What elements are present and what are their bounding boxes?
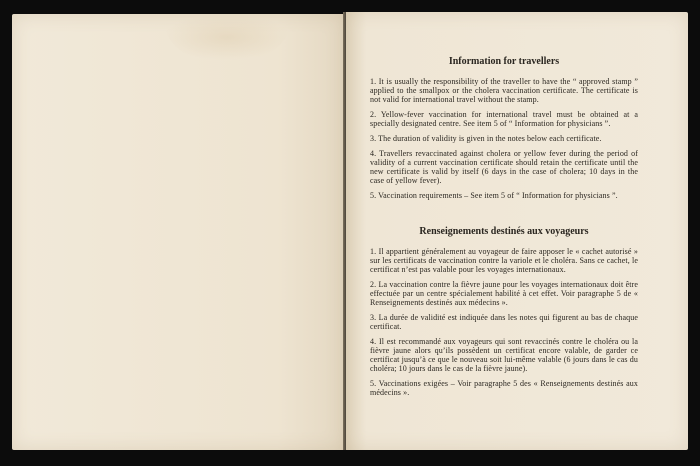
english-heading: Information for travellers [448,56,560,67]
french-heading: Renseignements destinés aux voyageurs [419,226,589,237]
french-item-5: 5. Vaccinations exigées – Voir paragraphe 5 des « Renseignements destinés aux médecins ». [370,379,638,397]
english-item-3: 3. The duration of validity is given in the notes below each certificate. [370,134,602,143]
english-item-2: 2. Yellow-fever vaccination for international travel must be obtained at a specially designated centre. See item 5 of “ Information for physicians ”. [370,110,638,128]
left-page-blank [12,14,344,450]
french-item-3: 3. La durée de validité est indiquée dans les notes qui figurent au bas de chaque certificat. [370,313,638,331]
french-item-2: 2. La vaccination contre la fièvre jaune pour les voyages internationaux doit être effectuée par un centre spécialement habilité à cet effet. Voir paragraphe 5 de « Renseignements destinés aux médecins ». [370,280,638,307]
french-item-1: 1. Il appartient généralement au voyageur de faire apposer le « cachet autorisé » sur les certificats de vaccination contre la variole et le choléra. Sans ce cachet, le certificat n’est pas valable pour les voyages internationaux. [370,247,638,274]
right-page-text [370,56,638,403]
english-item-4: 4. Travellers revaccinated against cholera or yellow fever during the period of validity of a current vaccination certificate should retain the certificate until the new certificate is valid by itself (6 days in the case of cholera; 10 days in the case of yellow fever). [370,149,638,185]
french-item-4: 4. Il est recommandé aux voyageurs qui sont revaccinés contre le choléra ou la fièvre jaune alors qu’ils possèdent un certificat encore valable, de garder ce certificat jusqu’à ce que le nouveau soit lui-même valable (6 jours dans le cas du choléra; 10 jours dans le cas de la fièvre jaune). [370,337,638,373]
paper-stain [162,14,292,60]
english-item-5: 5. Vaccination requirements – See item 5 of “ Information for physicians ”. [370,191,618,200]
english-item-1: 1. It is usually the responsibility of the traveller to have the “ approved stamp ” applied to the smallpox or the cholera vaccination certificate. The certificate is not valid for international travel without the stamp. [370,77,638,104]
